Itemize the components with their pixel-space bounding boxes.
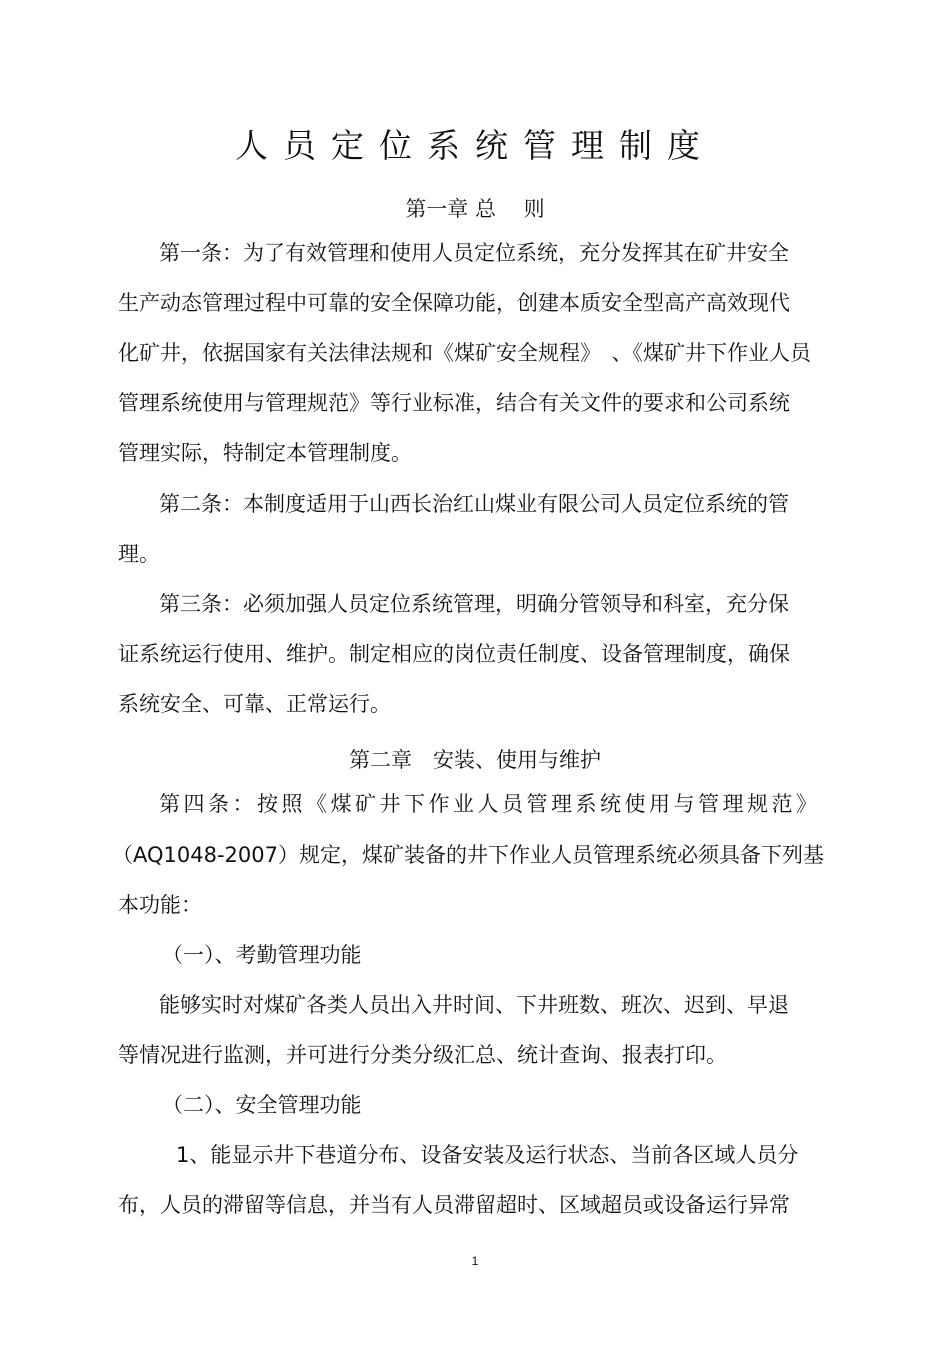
section-heading: （一）、考勤管理功能 (162, 943, 362, 967)
paragraph-line: 管理系统使用与管理规范》等行业标准，结合有关文件的要求和公司系统 (118, 391, 790, 415)
paragraph-line: 化矿井，依据国家有关法律法规和《煤矿安全规程》 、《煤矿井下作业人员 (118, 341, 811, 365)
document-title: 人员定位系统管理制度 (235, 126, 715, 165)
paragraph-line: 本功能： (118, 893, 202, 917)
paragraph-line: （AQ1048-2007）规定，煤矿装备的井下作业人员管理系统必须具备下列基 (112, 843, 824, 867)
chapter-1-heading: 第一章 总 则 (405, 197, 545, 221)
paragraph-line: 理。 (118, 542, 160, 566)
paragraph-line: 系统安全、可靠、正常运行。 (118, 692, 391, 716)
paragraph-line: 生产动态管理过程中可靠的安全保障功能，创建本质安全型高产高效现代 (118, 291, 790, 315)
chapter-2-heading: 第二章 安装、使用与维护 (349, 748, 601, 772)
paragraph-line: 布，人员的滞留等信息，并当有人员滞留超时、区域超员或设备运行异常 (118, 1193, 790, 1217)
paragraph-line: 第四条：按照《煤矿井下作业人员管理系统使用与管理规范》 (159, 792, 821, 816)
paragraph-line: 能够实时对煤矿各类人员出入井时间、下井班数、班次、迟到、早退 (159, 993, 789, 1017)
page-number: 1 (471, 1254, 479, 1268)
paragraph-line: 第一条：为了有效管理和使用人员定位系统，充分发挥其在矿井安全 (159, 241, 789, 265)
paragraph-line: 证系统运行使用、维护。制定相应的岗位责任制度、设备管理制度，确保 (118, 642, 790, 666)
paragraph-line: 等情况进行监测，并可进行分类分级汇总、统计查询、报表打印。 (118, 1043, 727, 1067)
paragraph-line: 第二条：本制度适用于山西长治红山煤业有限公司人员定位系统的管 (159, 492, 789, 516)
section-heading: （二）、安全管理功能 (162, 1093, 362, 1117)
paragraph-line: 管理实际，特制定本管理制度。 (118, 441, 412, 465)
paragraph-line: 第三条：必须加强人员定位系统管理，明确分管领导和科室，充分保 (159, 592, 789, 616)
paragraph-line: 1、能显示井下巷道分布、设备安装及运行状态、当前各区域人员分 (176, 1143, 799, 1167)
